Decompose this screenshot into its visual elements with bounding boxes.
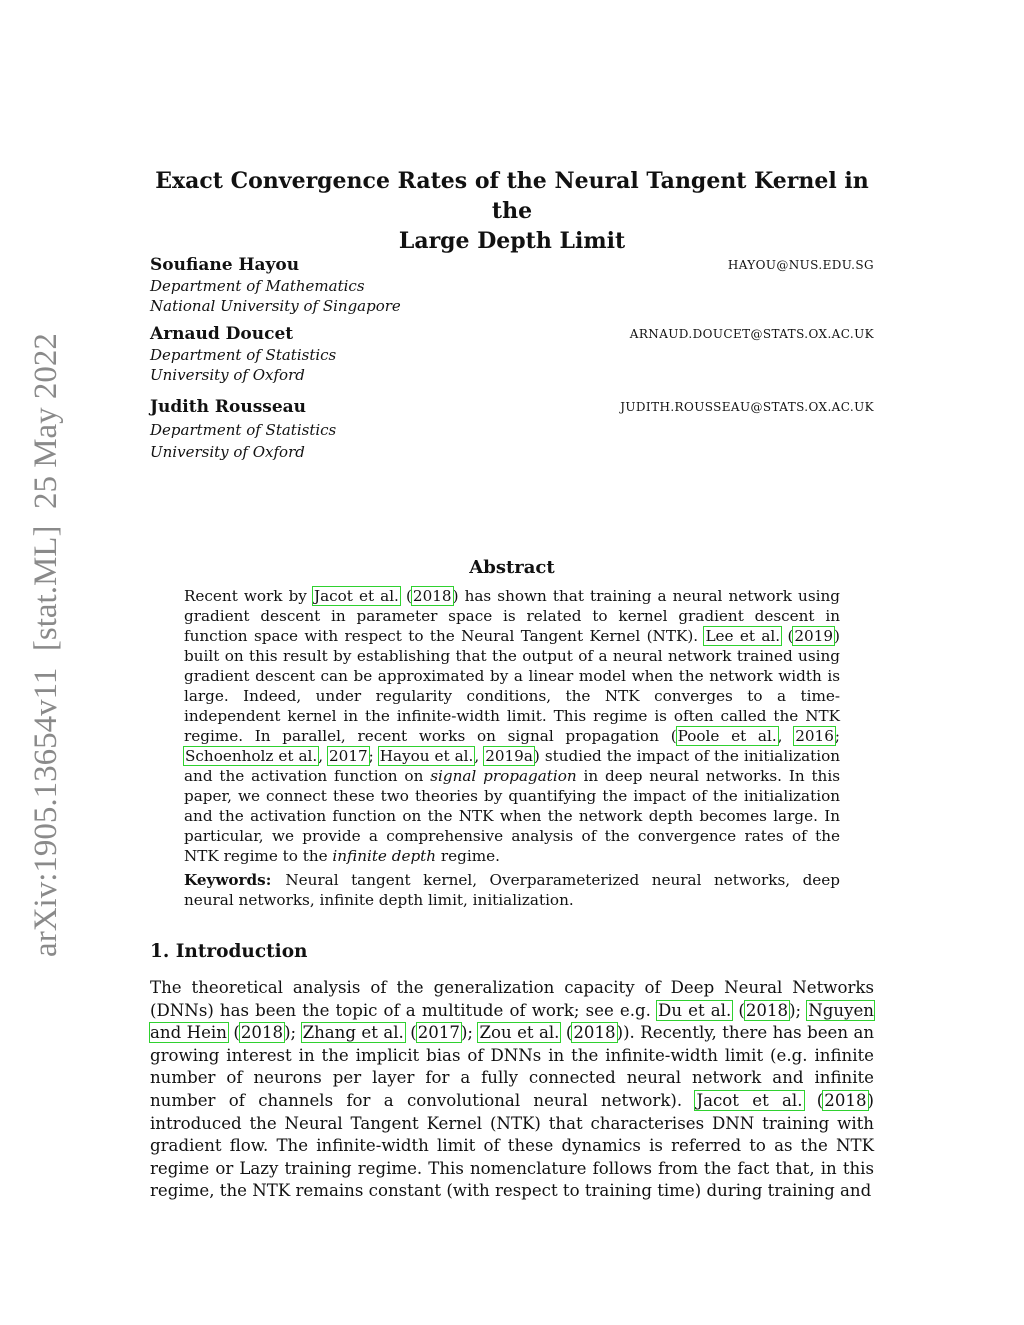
citation-year-link[interactable]: 2018 xyxy=(240,1023,284,1043)
intro-text: ( xyxy=(404,1023,417,1043)
intro-text: ( xyxy=(560,1023,573,1043)
author-department: Department of Statistics xyxy=(150,421,337,439)
intro-text: ) introduced the Neural Tangent Kernel (NTK) that characterises DNN training with gradient flow. The infinite-width limit of these dynamics is referred to as the NTK regime or Lazy training regime. This nomenclature follows from the fact that, in this regime, the NTK remains constant (with respect to training time) during training and xyxy=(150,1090,875,1201)
abstract-text: ( xyxy=(781,627,794,645)
author-name: Judith Rousseau xyxy=(150,397,307,417)
intro-text: )). Recently, there has been an growing interest in the implicit bias of DNNs in the infinite-width limit (e.g. infinite number of neurons per layer for a fully connected neural network and infinite number of channels for a convolutional neural network). xyxy=(150,1023,875,1110)
keywords-label: Keywords: xyxy=(184,871,272,889)
author-email[interactable]: ARNAUD.DOUCET@STATS.OX.AC.UK xyxy=(629,327,874,341)
intro-text: ); xyxy=(460,1023,479,1043)
intro-text: ( xyxy=(227,1023,240,1043)
abstract-text: ; xyxy=(368,747,379,765)
author-institution: University of Oxford xyxy=(150,443,305,461)
citation-link[interactable]: Lee et al. xyxy=(705,627,781,645)
introduction-body xyxy=(150,977,874,1203)
arxiv-identifier-svg xyxy=(26,325,66,965)
abstract-text: , xyxy=(474,747,485,765)
section-heading-introduction: 1. Introduction xyxy=(150,941,308,962)
author-institution: University of Oxford xyxy=(150,366,305,384)
arxiv-identifier xyxy=(26,325,66,965)
citation-link[interactable]: Poole et al. xyxy=(677,727,777,745)
citation-year-link[interactable]: 2019a xyxy=(485,747,533,765)
citation-link[interactable]: Jacot et al. xyxy=(696,1090,803,1110)
abstract-heading: Abstract xyxy=(469,557,555,578)
author-name: Soufiane Hayou xyxy=(150,255,300,275)
abstract-text: regime. xyxy=(436,847,500,865)
keywords-text: Neural tangent kernel, Overparameterized neural networks, deep neural networks, infinite depth limit, initialization. xyxy=(184,871,840,909)
citation-link[interactable]: Nguyen and Hein xyxy=(150,1000,874,1043)
citation-year-link[interactable]: 2018 xyxy=(745,1000,789,1020)
abstract-text: Recent work by xyxy=(184,587,313,605)
intro-text: ); xyxy=(284,1023,302,1043)
abstract-text: ; xyxy=(834,727,841,745)
author-department: Department of Mathematics xyxy=(150,277,365,295)
citation-year-link[interactable]: 2018 xyxy=(824,1090,867,1110)
arxiv-identifier-text: arXiv:1905.13654v11 [stat.ML] 25 May 2022 xyxy=(28,333,64,957)
title-line-1: Exact Convergence Rates of the Neural Tangent Kernel in the xyxy=(155,168,869,224)
intro-text: ( xyxy=(803,1090,824,1110)
author-email[interactable]: JUDITH.ROUSSEAU@STATS.OX.AC.UK xyxy=(620,400,874,414)
title-line-2: Large Depth Limit xyxy=(398,228,626,254)
emphasis-text: infinite depth xyxy=(332,847,437,865)
abstract-text: in deep neural networks. In this paper, we connect these two theories by quantifying the impact of the initialization and the activation function on the NTK when the network depth becomes large. In particular, we provide a comprehensive analysis of the convergence rates of the NTK regime to the xyxy=(184,767,840,865)
citation-link[interactable]: Hayou et al. xyxy=(379,747,474,765)
citation-year-link[interactable]: 2019 xyxy=(794,627,834,645)
paper-title xyxy=(150,166,874,256)
abstract-text: ( xyxy=(399,587,412,605)
abstract-body xyxy=(184,586,840,866)
intro-text: ); xyxy=(789,1000,808,1020)
citation-year-link[interactable]: 2018 xyxy=(573,1023,616,1043)
citation-link[interactable]: Zou et al. xyxy=(479,1023,560,1043)
citation-link[interactable]: Jacot et al. xyxy=(313,587,399,605)
citation-link[interactable]: Zhang et al. xyxy=(302,1023,404,1043)
emphasis-text: signal propagation xyxy=(430,767,577,785)
citation-year-link[interactable]: 2017 xyxy=(417,1023,460,1043)
abstract-text: ) has shown that training a neural network using gradient descent in parameter space is related to kernel gradient descent in function space with respect to the Neural Tangent Kernel (NTK). xyxy=(184,587,840,645)
author-institution: National University of Singapore xyxy=(150,297,401,315)
abstract-text: ) built on this result by establishing that the output of a neural network trained using gradient descent can be approximated by a linear model when the network width is large. Indeed, under regularity conditions, the NTK converges to a time-independent kernel in the infinite-width limit. This regime is often called the NTK regime. In parallel, recent works on signal propagation ( xyxy=(184,627,840,745)
keywords xyxy=(184,870,840,910)
citation-link[interactable]: Du et al. xyxy=(658,1000,732,1020)
abstract-text: , xyxy=(777,727,795,745)
citation-year-link[interactable]: 2018 xyxy=(412,587,452,605)
citation-year-link[interactable]: 2017 xyxy=(329,747,368,765)
author-name: Arnaud Doucet xyxy=(150,324,294,344)
intro-text: The theoretical analysis of the generalization capacity of Deep Neural Networks (DNNs) has been the topic of a multitude of work; see e.g. xyxy=(150,978,874,1020)
author-department: Department of Statistics xyxy=(150,346,337,364)
citation-link[interactable]: Schoenholz et al. xyxy=(185,747,318,765)
intro-text: ( xyxy=(732,1000,745,1020)
citation-year-link[interactable]: 2016 xyxy=(795,727,834,745)
abstract-text: ) studied the impact of the initialization and the activation function on xyxy=(184,747,841,785)
author-email[interactable]: HAYOU@NUS.EDU.SG xyxy=(727,258,874,272)
abstract-text: , xyxy=(318,747,328,765)
